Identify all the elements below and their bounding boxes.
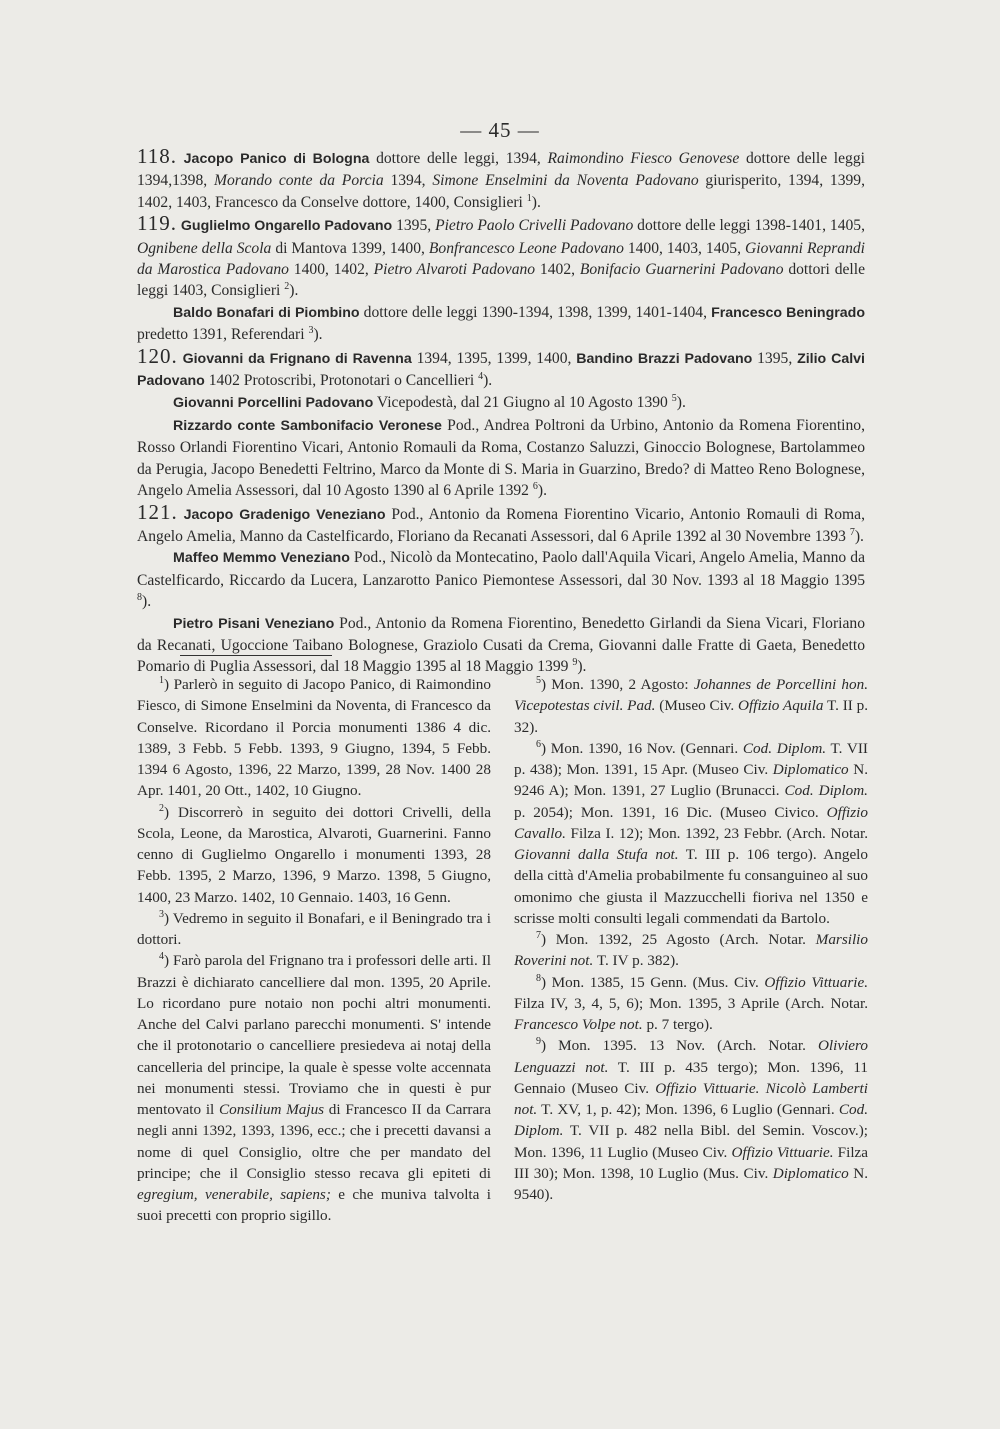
bold-name: Baldo Bonafari di Piombino <box>173 304 360 321</box>
note-ref: 7 <box>849 526 855 538</box>
italic-text: Oliviero Lenguazzi not. <box>514 1037 868 1076</box>
text: T. II p. 32). <box>514 697 869 736</box>
italic-text: Simone Enselmini da Noventa Padovano <box>432 172 699 190</box>
footnote-separator <box>180 655 332 656</box>
note-ref: 6 <box>532 480 538 492</box>
footnote <box>514 674 868 738</box>
bold-name: Rizzardo conte Sambonifacio Veronese <box>173 417 442 434</box>
italic-text: Offizio Cavallo. <box>514 803 868 842</box>
text: di Francesco II da Carrara negli anni 1392, 1393, 1396, ecc.; che i precetti davansi a nome di quel Consiglio, oltre che per mandato del principe; che il Consiglio stesso recava gli epiteti di <box>137 1101 491 1182</box>
note-ref: 5 <box>671 393 677 405</box>
text: T. XV, 1, p. 42); Mon. 1396, 6 Luglio (Gennari. <box>537 1101 839 1118</box>
text: di Mantova 1399, 1400, <box>271 239 429 257</box>
bold-name: Zilio Calvi Padovano <box>137 350 865 390</box>
italic-text: Ognibene della Scola <box>137 239 272 257</box>
footnote <box>137 674 491 802</box>
text: dottore delle leggi, 1394, <box>369 150 548 167</box>
text: p. 7 tergo). <box>642 1016 713 1033</box>
footnote <box>514 738 868 929</box>
text: N. 9540). <box>514 1164 868 1203</box>
footnote <box>514 929 868 972</box>
italic-text: Cod. Diplom. <box>784 782 868 800</box>
note-ref: 5 <box>536 674 541 686</box>
text: ). <box>289 282 299 300</box>
footnote <box>514 972 868 1036</box>
text: dottore delle leggi 1398-1401, 1405, <box>633 217 865 235</box>
italic-text: egregium, venerabile, sapiens; <box>137 1186 331 1203</box>
note-ref: 4 <box>478 370 484 382</box>
text: Filza III 30); Mon. 1398, 10 Luglio (Mus. Civ. <box>514 1143 869 1182</box>
entry-number: 120. <box>137 343 178 368</box>
entry-paragraph <box>137 499 865 548</box>
text: 1394, <box>383 172 433 190</box>
note-ref: 3 <box>159 908 164 920</box>
bold-name: Giovanni Porcellini Padovano <box>173 395 374 412</box>
text: Pod., Nicolò da Montecatino, Paolo dall'Aquila Vicari, Angelo Amelia, Manno da Castelficardo, Riccardo da Lucera, Lanzarotto Panico Piemontese Assessori, dal 30 Nov. 1393 al 18 Maggio 1395 <box>137 549 865 589</box>
text: 1400, 1402, <box>288 261 374 279</box>
text: ) Mon. 1390, 2 Agosto: <box>541 676 694 693</box>
text: ) Discorrerò in seguito dei dottori Crivelli, della Scola, Leone, da Marostica, Alvaroti, Guarnerini. Fanno cenno di Guglielmo Ongarello i monumenti 1393, 28 Febb. 1395, 2 Marzo, 1396, 9 Marzo. 1398, 5 Giugno, 1400, 23 Marzo. 1402, 10 Gennaio. 1403, 16 Genn. <box>137 803 491 906</box>
footnote <box>137 908 491 951</box>
bold-name: Maffeo Memmo Veneziano <box>173 550 350 567</box>
text: N. 9246 A); Mon. 1391, 27 Luglio (Brunacci. <box>514 761 868 800</box>
italic-text: Giovanni Reprandi da Marostica Padovano <box>137 239 865 279</box>
bold-name: Guglielmo Ongarello Padovano <box>180 218 393 235</box>
note-ref: 6 <box>536 738 541 750</box>
text: ) Mon. 1392, 25 Agosto (Arch. Notar. <box>541 931 816 948</box>
text: giurisperito, 1394, 1399, 1402, 1403, Francesco da Conselve dottore, 1400, Consiglieri <box>137 172 865 211</box>
text: Filza I. 12); Mon. 1392, 23 Febbr. (Arch. Notar. <box>565 824 868 842</box>
italic-text: Offizio Aquila <box>738 697 824 715</box>
text: e che muniva talvolta i suoi precetti con proprio sigillo. <box>137 1186 492 1225</box>
text: ). <box>313 326 323 344</box>
text: predetto 1391, Referendari <box>137 326 309 344</box>
main-text <box>137 146 865 678</box>
note-ref: 9 <box>536 1036 541 1048</box>
footnotes-right-column <box>514 674 868 1205</box>
italic-text: Raimondino Fiesco Genovese <box>547 150 740 167</box>
text: ). <box>577 658 587 676</box>
note-ref: 2 <box>284 281 290 293</box>
text: 1400, 1403, 1405, <box>623 239 745 257</box>
italic-text: Giovanni dalla Stufa not. <box>514 846 679 863</box>
text: ). <box>531 193 541 211</box>
text: ) Mon. 1385, 15 Genn. (Mus. Civ. <box>541 973 765 991</box>
italic-text: Diplomatico <box>772 761 849 778</box>
text: Pod., Antonio da Romena Fiorentino, Benedetto Girlandi da Siena Vicari, Floriano da Recanati, Ugoccione Taibano Bolognese, Graziolo Cusati da Crema, Giovanni dalle Fratte di Gaeta, Benedetto Pomario di Puglia Assessori, dal 18 Maggio 1395 al 18 Maggio 1399 <box>137 614 865 676</box>
italic-text: Bonifacio Guarnerini Padovano <box>579 261 784 279</box>
footnote <box>137 950 491 1226</box>
footnote <box>514 1035 868 1205</box>
text: ) Vedremo in seguito il Bonafari, e il Beningrado tra i dottori. <box>137 909 491 948</box>
entry-paragraph <box>137 613 865 678</box>
italic-text: Marsilio Roverini not. <box>514 931 868 970</box>
text: ). <box>142 593 152 611</box>
entry-number: 118. <box>137 144 177 168</box>
entry-paragraph <box>137 547 865 612</box>
entry-paragraph <box>137 213 865 302</box>
text: dottore delle leggi 1394,1398, <box>137 150 865 190</box>
text: T. VII p. 482 nella Bibl. del Semin. Voscov.); Mon. 1396, 11 Luglio (Museo Civ. <box>514 1122 868 1161</box>
text: 1394, 1395, 1399, 1400, <box>411 349 577 367</box>
italic-text: Offizio Vittuarie. Nicolò Lamberti not. <box>514 1079 868 1118</box>
text: dottori delle leggi 1403, Consiglieri <box>137 261 866 300</box>
note-ref: 3 <box>308 325 314 337</box>
italic-text: Offizio Vittuarie. <box>731 1143 834 1161</box>
italic-text: Offizio Vittuarie. <box>764 973 868 991</box>
note-ref: 9 <box>572 657 578 669</box>
note-ref: 7 <box>536 929 541 941</box>
entry-number: 119. <box>137 211 177 236</box>
text: 1395, <box>392 217 436 235</box>
text: ). <box>537 482 547 500</box>
text: T. III p. 435 tergo); Mon. 1396, 11 Gennaio (Museo Civ. <box>514 1058 868 1097</box>
note-ref: 4 <box>159 951 164 963</box>
bold-name: Bandino Brazzi Padovano <box>576 350 753 367</box>
text: Pod., Andrea Poltroni da Urbino, Antonio da Romena Fiorentino, Rosso Orlandi Fiorentino Vicari, Antonio Romauli da Roma, Costanzo Saluzzi, Ginoccio Bolognese, Bartolammeo da Perugia, Jacopo Benedetti Feltrino, Marco da Monte di S. Maria in Guarzino, Bredo? di Matteo Reno Bolognese, Angelo Amelia Assessori, dal 10 Agosto 1390 al 6 Aprile 1392 <box>137 416 865 500</box>
text: p. 2054); Mon. 1391, 16 Dic. (Museo Civico. <box>514 803 827 821</box>
text: 1402 Protoscribi, Protonotari o Cancellieri <box>204 372 479 390</box>
italic-text: Diplomatico <box>772 1164 849 1182</box>
text: Pod., Antonio da Romena Fiorentino Vicario, Antonio Romauli di Roma, Angelo Amelia, Manno da Castelficardo, Floriano da Recanati Assessori, dal 6 Aprile 1392 al 30 Novembre 1393 <box>137 505 865 545</box>
italic-text: Pietro Alvaroti Padovano <box>373 261 536 279</box>
text: (Museo Civ. <box>655 697 739 715</box>
bold-name: Pietro Pisani Veneziano <box>173 615 335 632</box>
note-ref: 8 <box>536 972 541 984</box>
footnotes-left-column <box>137 674 491 1227</box>
italic-text: Bonfrancesco Leone Padovano <box>428 239 624 257</box>
entry-paragraph <box>137 392 865 414</box>
text: dottore delle leggi 1390-1394, 1398, 1399, 1401-1404, <box>359 303 712 321</box>
italic-text: Pietro Paolo Crivelli Padovano <box>435 217 634 235</box>
text: ) Mon. 1390, 16 Nov. (Gennari. <box>541 739 743 757</box>
italic-text: Cod. Diplom. <box>742 739 827 757</box>
text: T. IV p. 382). <box>593 952 679 970</box>
text: ). <box>854 527 864 545</box>
note-ref: 2 <box>159 802 164 814</box>
italic-text: Francesco Volpe not. <box>514 1016 643 1033</box>
entry-paragraph <box>137 415 865 502</box>
text: Filza IV, 3, 4, 5, 6); Mon. 1395, 3 Aprile (Arch. Notar. <box>514 994 868 1012</box>
bold-name: Francesco Beningrado <box>711 304 865 321</box>
italic-text: Morando conte da Porcia <box>213 172 384 190</box>
bold-name: Giovanni da Frignano di Ravenna <box>182 350 412 367</box>
text: 1395, <box>752 349 798 367</box>
note-ref: 1 <box>159 674 164 686</box>
text: ) Parlerò in seguito di Jacopo Panico, di Raimondino Fiesco, di Simone Enselmini da Noventa, di Francesco da Conselve. Ricordano il Porcia monumenti 1386 4 dic. 1389, 3 Febb. 5 Febb. 1393, 9 Giugno, 1394, 5 Febb. 1394 6 Agosto, 1396, 22 Marzo, 1399, 28 Nov. 1400 28 Apr. 1401, 20 Ott., 1402, 10 Giugno. <box>137 676 491 800</box>
page-number: — 45 — <box>460 118 540 142</box>
note-ref: 1 <box>526 192 532 204</box>
text: 1402, <box>535 261 580 279</box>
note-ref: 8 <box>137 591 142 603</box>
italic-text: Cod. Diplom. <box>514 1101 868 1140</box>
bold-name: Jacopo Panico di Bologna <box>183 151 370 167</box>
text: T. III p. 106 tergo). Angelo della città d'Amelia probabilmente fu consanguineo al suo omonimo che giusta il Mazzucchelli fioriva nel 1350 e scrisse molti consulti legali commendati da Bartolo. <box>514 846 868 927</box>
italic-text: Consilium Majus <box>218 1101 325 1118</box>
footnote <box>137 802 491 908</box>
italic-text: Johannes de Porcellini hon. Vicepotestas civil. Pad. <box>514 676 868 715</box>
entry-paragraph <box>137 302 865 346</box>
entry-paragraph <box>137 146 865 213</box>
text: Vicepodestà, dal 21 Giugno al 10 Agosto 1390 <box>373 394 672 412</box>
text: ) Farò parola del Frignano tra i professori delle arti. Il Brazzi è dichiarato cancelliere dal mon. 1395, 20 Aprile. Lo ricordano pure notaio non pochi altri monumenti. Anche del Calvi parlano parecchi monumenti. S' intende che il protonotario o cancelliere presiedeva ai notaj della cancelleria del principe, la quale è spesse volte accennata nei monumenti stessi. Troviamo che in questi è pur mentovato il <box>137 952 491 1118</box>
entry-paragraph <box>137 343 865 393</box>
text: ). <box>676 394 686 412</box>
bold-name: Jacopo Gradenigo Veneziano <box>183 506 386 523</box>
text: ). <box>483 372 493 390</box>
text: ) Mon. 1395. 13 Nov. (Arch. Notar. <box>541 1037 818 1055</box>
text: T. VII p. 438); Mon. 1391, 15 Apr. (Museo Civ. <box>514 739 868 778</box>
entry-number: 121. <box>137 499 178 524</box>
